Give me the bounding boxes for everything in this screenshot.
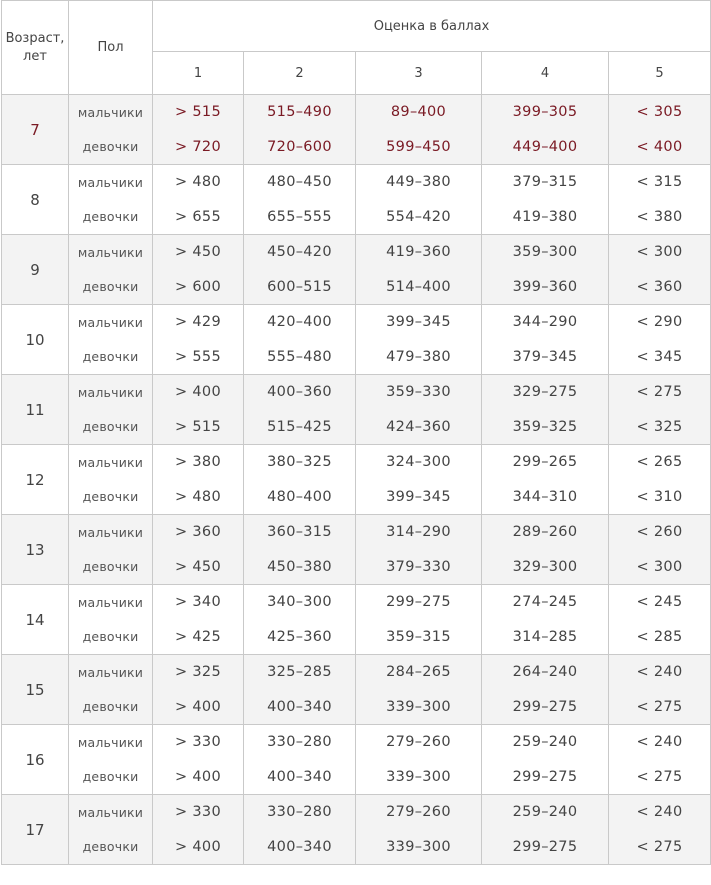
score-4-value: 289–260 xyxy=(482,515,609,550)
score-4-value: 329–275 xyxy=(482,375,609,410)
score-3-value: 339–300 xyxy=(356,759,482,795)
table-row xyxy=(2,655,711,690)
score-4-value: 359–300 xyxy=(482,235,609,270)
score-1-value: > 330 xyxy=(153,725,244,760)
score-4-value: 344–310 xyxy=(482,479,609,515)
sex-cell: мальчики xyxy=(69,445,153,480)
score-3-value: 479–380 xyxy=(356,339,482,375)
score-2-value: 450–380 xyxy=(244,549,356,585)
score-1-value: > 425 xyxy=(153,619,244,655)
score-4-value: 314–285 xyxy=(482,619,609,655)
score-4-value: 299–265 xyxy=(482,445,609,480)
table-row xyxy=(2,795,711,830)
sex-cell: мальчики xyxy=(69,515,153,550)
score-4-value: 259–240 xyxy=(482,725,609,760)
score-3-value: 359–330 xyxy=(356,375,482,410)
score-1-value: > 480 xyxy=(153,479,244,515)
sex-cell: мальчики xyxy=(69,795,153,830)
score-5-value: < 300 xyxy=(609,549,711,585)
score-2-value: 480–400 xyxy=(244,479,356,515)
score-3-value: 299–275 xyxy=(356,585,482,620)
score-4-value: 344–290 xyxy=(482,305,609,340)
score-3-value: 514–400 xyxy=(356,269,482,305)
score-4-value: 299–275 xyxy=(482,829,609,865)
score-1-value: > 330 xyxy=(153,795,244,830)
score-2-value: 325–285 xyxy=(244,655,356,690)
sex-cell: мальчики xyxy=(69,235,153,270)
score-4-value: 399–305 xyxy=(482,95,609,130)
score-3-value: 449–380 xyxy=(356,165,482,200)
score-3-value: 89–400 xyxy=(356,95,482,130)
age-cell: 16 xyxy=(2,725,69,795)
age-cell: 13 xyxy=(2,515,69,585)
table-row xyxy=(2,129,711,165)
score-3-value: 279–260 xyxy=(356,725,482,760)
table-row xyxy=(2,549,711,585)
score-1-value: > 515 xyxy=(153,95,244,130)
table-row xyxy=(2,339,711,375)
age-cell: 14 xyxy=(2,585,69,655)
score-5-value: < 310 xyxy=(609,479,711,515)
score-1-value: > 400 xyxy=(153,375,244,410)
score-4-value: 329–300 xyxy=(482,549,609,585)
table-row xyxy=(2,689,711,725)
score-2-value: 425–360 xyxy=(244,619,356,655)
score-4-value: 264–240 xyxy=(482,655,609,690)
score-1-value: > 720 xyxy=(153,129,244,165)
score-2-value: 655–555 xyxy=(244,199,356,235)
sex-cell: мальчики xyxy=(69,305,153,340)
age-cell: 8 xyxy=(2,165,69,235)
score-3-value: 314–290 xyxy=(356,515,482,550)
sex-cell: девочки xyxy=(69,129,153,165)
score-2-value: 515–425 xyxy=(244,409,356,445)
table-row xyxy=(2,829,711,865)
score-3-value: 339–300 xyxy=(356,829,482,865)
header-score-3: 3 xyxy=(356,52,482,95)
header-score-4: 4 xyxy=(482,52,609,95)
score-5-value: < 325 xyxy=(609,409,711,445)
sex-cell: мальчики xyxy=(69,585,153,620)
table-row xyxy=(2,269,711,305)
age-cell: 11 xyxy=(2,375,69,445)
score-2-value: 400–340 xyxy=(244,689,356,725)
score-5-value: < 380 xyxy=(609,199,711,235)
age-cell: 12 xyxy=(2,445,69,515)
score-1-value: > 380 xyxy=(153,445,244,480)
sex-cell: девочки xyxy=(69,549,153,585)
table-row xyxy=(2,375,711,410)
sex-cell: мальчики xyxy=(69,375,153,410)
score-5-value: < 275 xyxy=(609,759,711,795)
score-5-value: < 305 xyxy=(609,95,711,130)
score-5-value: < 245 xyxy=(609,585,711,620)
header-score-2: 2 xyxy=(244,52,356,95)
score-1-value: > 400 xyxy=(153,689,244,725)
table-row xyxy=(2,759,711,795)
sex-cell: девочки xyxy=(69,829,153,865)
sex-cell: мальчики xyxy=(69,655,153,690)
score-5-value: < 240 xyxy=(609,655,711,690)
score-1-value: > 600 xyxy=(153,269,244,305)
table-row xyxy=(2,445,711,480)
score-5-value: < 240 xyxy=(609,795,711,830)
header-score-1: 1 xyxy=(153,52,244,95)
score-5-value: < 300 xyxy=(609,235,711,270)
score-5-value: < 260 xyxy=(609,515,711,550)
score-4-value: 299–275 xyxy=(482,689,609,725)
score-5-value: < 240 xyxy=(609,725,711,760)
score-2-value: 600–515 xyxy=(244,269,356,305)
score-3-value: 379–330 xyxy=(356,549,482,585)
score-5-value: < 275 xyxy=(609,375,711,410)
score-4-value: 399–360 xyxy=(482,269,609,305)
sex-cell: девочки xyxy=(69,759,153,795)
score-1-value: > 555 xyxy=(153,339,244,375)
age-cell: 10 xyxy=(2,305,69,375)
score-2-value: 330–280 xyxy=(244,725,356,760)
table-row xyxy=(2,305,711,340)
score-1-value: > 450 xyxy=(153,235,244,270)
score-3-value: 599–450 xyxy=(356,129,482,165)
sex-cell: девочки xyxy=(69,199,153,235)
score-3-value: 399–345 xyxy=(356,479,482,515)
score-4-value: 379–345 xyxy=(482,339,609,375)
table-row xyxy=(2,95,711,130)
table-row xyxy=(2,235,711,270)
score-5-value: < 285 xyxy=(609,619,711,655)
score-3-value: 279–260 xyxy=(356,795,482,830)
table-row xyxy=(2,409,711,445)
sex-cell: девочки xyxy=(69,689,153,725)
table-row xyxy=(2,725,711,760)
score-5-value: < 345 xyxy=(609,339,711,375)
table-row xyxy=(2,619,711,655)
score-3-value: 284–265 xyxy=(356,655,482,690)
score-3-value: 424–360 xyxy=(356,409,482,445)
sex-cell: мальчики xyxy=(69,95,153,130)
score-2-value: 340–300 xyxy=(244,585,356,620)
age-cell: 17 xyxy=(2,795,69,865)
score-5-value: < 315 xyxy=(609,165,711,200)
sex-cell: мальчики xyxy=(69,725,153,760)
score-1-value: > 480 xyxy=(153,165,244,200)
sex-cell: девочки xyxy=(69,339,153,375)
score-3-value: 399–345 xyxy=(356,305,482,340)
score-2-value: 420–400 xyxy=(244,305,356,340)
score-4-value: 299–275 xyxy=(482,759,609,795)
score-5-value: < 265 xyxy=(609,445,711,480)
score-2-value: 480–450 xyxy=(244,165,356,200)
score-1-value: > 400 xyxy=(153,759,244,795)
table-row xyxy=(2,515,711,550)
table-body xyxy=(2,95,711,865)
norms-table xyxy=(1,0,711,865)
age-cell: 7 xyxy=(2,95,69,165)
score-2-value: 555–480 xyxy=(244,339,356,375)
score-2-value: 400–340 xyxy=(244,759,356,795)
sex-cell: девочки xyxy=(69,479,153,515)
score-5-value: < 275 xyxy=(609,829,711,865)
score-2-value: 400–360 xyxy=(244,375,356,410)
score-5-value: < 275 xyxy=(609,689,711,725)
score-2-value: 360–315 xyxy=(244,515,356,550)
score-4-value: 419–380 xyxy=(482,199,609,235)
score-4-value: 379–315 xyxy=(482,165,609,200)
score-1-value: > 515 xyxy=(153,409,244,445)
table-row xyxy=(2,585,711,620)
sex-cell: мальчики xyxy=(69,165,153,200)
sex-cell: девочки xyxy=(69,409,153,445)
age-cell: 15 xyxy=(2,655,69,725)
score-5-value: < 400 xyxy=(609,129,711,165)
score-2-value: 330–280 xyxy=(244,795,356,830)
score-1-value: > 325 xyxy=(153,655,244,690)
score-3-value: 339–300 xyxy=(356,689,482,725)
score-5-value: < 360 xyxy=(609,269,711,305)
sex-cell: девочки xyxy=(69,269,153,305)
score-3-value: 324–300 xyxy=(356,445,482,480)
score-1-value: > 360 xyxy=(153,515,244,550)
score-5-value: < 290 xyxy=(609,305,711,340)
table-row xyxy=(2,165,711,200)
score-3-value: 419–360 xyxy=(356,235,482,270)
score-4-value: 359–325 xyxy=(482,409,609,445)
score-4-value: 449–400 xyxy=(482,129,609,165)
score-4-value: 274–245 xyxy=(482,585,609,620)
table-row xyxy=(2,479,711,515)
score-4-value: 259–240 xyxy=(482,795,609,830)
header-score-5: 5 xyxy=(609,52,711,95)
score-2-value: 400–340 xyxy=(244,829,356,865)
score-1-value: > 450 xyxy=(153,549,244,585)
score-3-value: 359–315 xyxy=(356,619,482,655)
table-row xyxy=(2,199,711,235)
sex-cell: девочки xyxy=(69,619,153,655)
score-1-value: > 655 xyxy=(153,199,244,235)
score-3-value: 554–420 xyxy=(356,199,482,235)
score-2-value: 720–600 xyxy=(244,129,356,165)
score-1-value: > 429 xyxy=(153,305,244,340)
score-2-value: 515–490 xyxy=(244,95,356,130)
age-cell: 9 xyxy=(2,235,69,305)
score-1-value: > 340 xyxy=(153,585,244,620)
header-sex: Пол xyxy=(69,1,153,95)
score-2-value: 450–420 xyxy=(244,235,356,270)
score-2-value: 380–325 xyxy=(244,445,356,480)
score-1-value: > 400 xyxy=(153,829,244,865)
header-score-group: Оценка в баллах xyxy=(153,1,711,52)
header-age: Возраст, лет xyxy=(2,1,69,95)
